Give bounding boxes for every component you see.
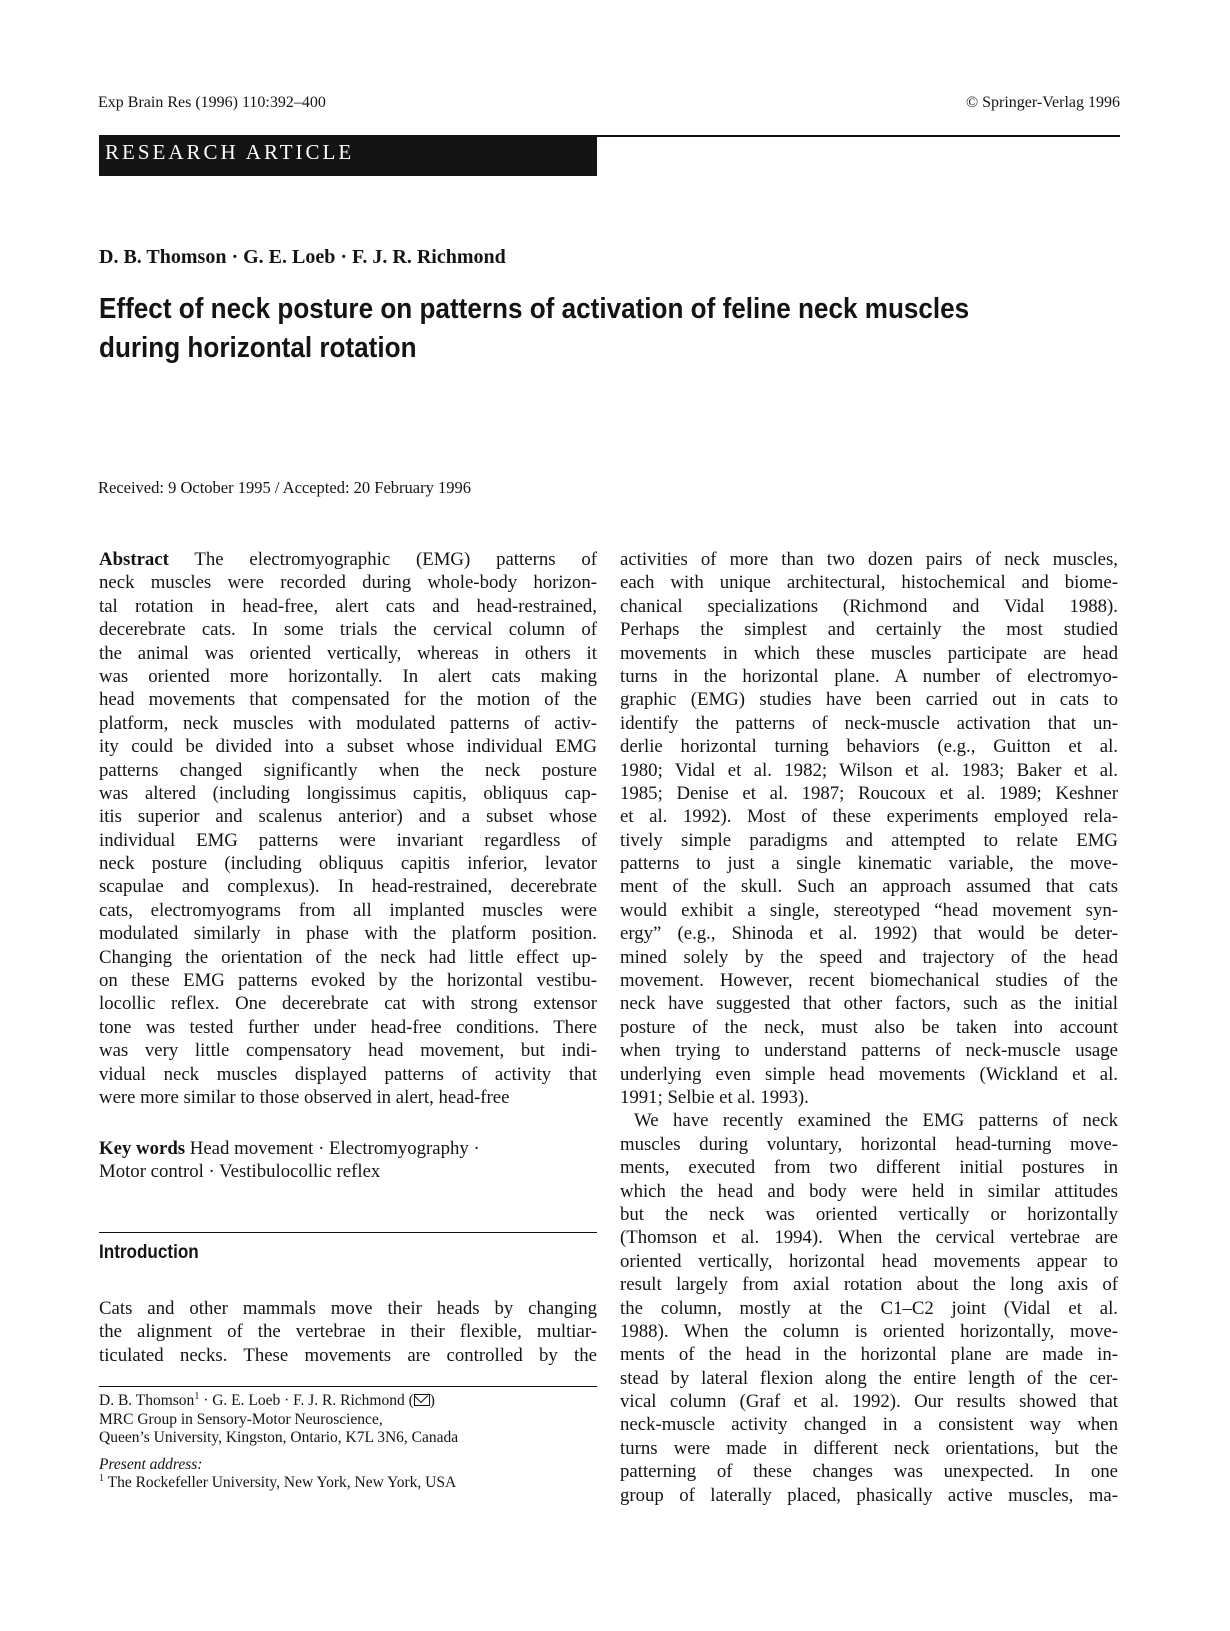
abstract-line: Changing the orientation of the neck had little effect up- (99, 946, 597, 968)
body-line: chanical specializations (Richmond and Vidal 1988). (620, 595, 1118, 617)
abstract-line: on these EMG patterns evoked by the horizontal vestibu- (99, 970, 597, 992)
body-line: underlying even simple head movements (Wickland et al. (620, 1063, 1118, 1085)
footnote-affiliation: Queen’s University, Kingston, Ontario, K7L 3N6, Canada (99, 1429, 459, 1446)
keywords-line: Motor control · Vestibulocollic reflex (99, 1161, 381, 1183)
body-line: turns were made in different neck orientations, but the (620, 1437, 1118, 1459)
footnote-affiliation: MRC Group in Sensory-Motor Neuroscience, (99, 1410, 383, 1428)
copyright-notice: © Springer-Verlag 1996 (965, 94, 1120, 111)
abstract-line: Abstract The electromyographic (EMG) patterns of (99, 549, 597, 570)
body-line: tively simple paradigms and attempted to relate EMG (620, 829, 1118, 851)
footnotes (99, 1392, 597, 1493)
abstract-line: locollic reflex. One decerebrate cat with strong extensor (99, 993, 597, 1015)
article-type-banner: RESEARCH ARTICLE (99, 135, 597, 176)
body-line: 1991; Selbie et al. 1993). (620, 1086, 809, 1108)
body-line: but the neck was oriented vertically or horizontally (620, 1203, 1118, 1225)
intro-line: ticulated necks. These movements are controlled by the (99, 1344, 597, 1366)
body-line: neck-muscle activity changed in a consistent way when (620, 1414, 1118, 1436)
keywords-line: Key words Head movement · Electromyography · (99, 1138, 480, 1159)
abstract-label: Abstract (99, 549, 169, 570)
body-line: 1988). When the column is oriented horizontally, move- (620, 1320, 1118, 1342)
keywords-label: Key words (99, 1138, 186, 1159)
header-rule (597, 135, 1120, 137)
body-line: 1985; Denise et al. 1987; Roucoux et al. 1989; Keshner (620, 782, 1118, 804)
abstract-line: modulated similarly in phase with the platform position. (99, 923, 597, 945)
body-line: mined solely by the speed and trajectory of the head (620, 946, 1118, 968)
received-accepted-dates: Received: 9 October 1995 / Accepted: 20 February 1996 (98, 478, 471, 497)
body-line: would exhibit a single, stereotyped “head movement syn- (620, 899, 1118, 921)
abstract-line: the animal was oriented vertically, whereas in others it (99, 642, 597, 664)
body-line: each with unique architectural, histochemical and biome- (620, 572, 1118, 594)
abstract-line: cats, electromyograms from all implanted muscles were (99, 899, 597, 921)
abstract-line: vidual neck muscles displayed patterns of activity that (99, 1063, 597, 1085)
body-line: patterns to just a single kinematic variable, the move- (620, 853, 1118, 875)
abstract-line: neck posture (including obliquus capitis inferior, levator (99, 853, 597, 875)
body-line: turns in the horizontal plane. A number of electromyo- (620, 665, 1118, 687)
keywords (99, 1137, 597, 1184)
abstract (99, 548, 597, 1109)
body-line: patterning of these changes was unexpected. In one (620, 1461, 1118, 1483)
body-line: graphic (EMG) studies have been carried out in cats to (620, 689, 1118, 711)
body-line: derlie horizontal turning behaviors (e.g., Guitton et al. (620, 736, 1118, 758)
body-line: movements in which these muscles participate are head (620, 642, 1118, 664)
abstract-line: was altered (including longissimus capitis, obliquus cap- (99, 782, 597, 804)
footnote-present-address: $^1$ The Rockefeller University, New York, New York, USA (99, 1472, 457, 1491)
body-line: ments, executed from two different initial postures in (620, 1157, 1118, 1179)
abstract-line: was oriented more horizontally. In alert cats making (99, 665, 597, 687)
body-line: Perhaps the simplest and certainly the most studied (620, 619, 1118, 641)
body-line: when trying to understand patterns of neck-muscle usage (620, 1040, 1118, 1062)
body-line: 1980; Vidal et al. 1982; Wilson et al. 1983; Baker et al. (620, 759, 1118, 781)
footnote-present-label: Present address: (99, 1455, 203, 1473)
intro-line: the alignment of the vertebrae in their flexible, multiar- (99, 1321, 597, 1343)
body-line: ment of the skull. Such an approach assumed that cats (620, 876, 1118, 898)
abstract-line: was very little compensatory head movement, but indi- (99, 1040, 597, 1062)
body-line: vical column (Graf et al. 1992). Our results showed that (620, 1391, 1118, 1413)
abstract-line: ity could be divided into a subset whose individual EMG (99, 736, 597, 758)
abstract-line: itis superior and scalenus anterior) and a subset whose (99, 806, 597, 828)
body-line: neck have suggested that other factors, such as the initial (620, 993, 1118, 1015)
journal-citation: Exp Brain Res (1996) 110:392–400 (98, 94, 326, 111)
body-line: et al. 1992). Most of these experiments employed rela- (620, 806, 1118, 828)
body-line: stead by lateral flexion along the entire length of the cer- (620, 1367, 1118, 1389)
section-rule (99, 1232, 597, 1233)
body-line: muscles during voluntary, horizontal head-turning move- (620, 1133, 1118, 1155)
title-line: Effect of neck posture on patterns of activation of feline neck muscles (99, 293, 970, 325)
body-line: group of laterally placed, phasically active muscles, ma- (620, 1484, 1118, 1506)
envelope-icon (414, 1394, 430, 1406)
abstract-line: scapulae and complexus). In head-restrained, decerebrate (99, 876, 597, 898)
body-line: the column, mostly at the C1–C2 joint (Vidal et al. (620, 1297, 1118, 1319)
abstract-line: decerebrate cats. In some trials the cervical column of (99, 619, 597, 641)
abstract-line: platform, neck muscles with modulated patterns of activ- (99, 712, 597, 734)
abstract-line: were more similar to those observed in alert, head-free (99, 1086, 510, 1108)
body-line: ments of the head in the horizontal plane are made in- (620, 1344, 1118, 1366)
footnote-authors: D. B. Thomson$^1$ · G. E. Loeb · F. J. R. Richmond ( ) (99, 1390, 435, 1409)
abstract-line: tal rotation in head-free, alert cats and head-restrained, (99, 595, 597, 617)
author-list: D. B. Thomson · G. E. Loeb · F. J. R. Richmond (99, 246, 506, 268)
section-heading-introduction: Introduction (99, 1242, 199, 1263)
body-line: (Thomson et al. 1994). When the cervical vertebrae are (620, 1227, 1118, 1249)
abstract-line: tone was tested further under head-free conditions. There (99, 1016, 597, 1038)
body-line: activities of more than two dozen pairs of neck muscles, (620, 549, 1118, 570)
abstract-line: neck muscles were recorded during whole-body horizon- (99, 572, 597, 594)
article-title (99, 290, 1008, 368)
abstract-line: individual EMG patterns were invariant regardless of (99, 829, 597, 851)
title-line: during horizontal rotation (99, 332, 417, 364)
abstract-line: head movements that compensated for the motion of the (99, 689, 597, 711)
body-line: which the head and body were held in similar attitudes (620, 1180, 1118, 1202)
body-text-right-column (620, 548, 1118, 1507)
body-line: ergy” (e.g., Shinoda et al. 1992) that would be deter- (620, 923, 1118, 945)
intro-line: Cats and other mammals move their heads by changing (99, 1298, 597, 1319)
body-line: result largely from axial rotation about the long axis of (620, 1274, 1118, 1296)
body-line: posture of the neck, must also be taken into account (620, 1016, 1118, 1038)
body-line: identify the patterns of neck-muscle activation that un- (620, 712, 1118, 734)
body-line: We have recently examined the EMG patterns of neck (634, 1110, 1118, 1132)
footnote-rule (99, 1386, 597, 1387)
introduction-text (99, 1297, 597, 1367)
body-line: movement. However, recent biomechanical studies of the (620, 970, 1118, 992)
body-line: oriented vertically, horizontal head movements appear to (620, 1250, 1118, 1272)
abstract-line: patterns changed significantly when the neck posture (99, 759, 597, 781)
